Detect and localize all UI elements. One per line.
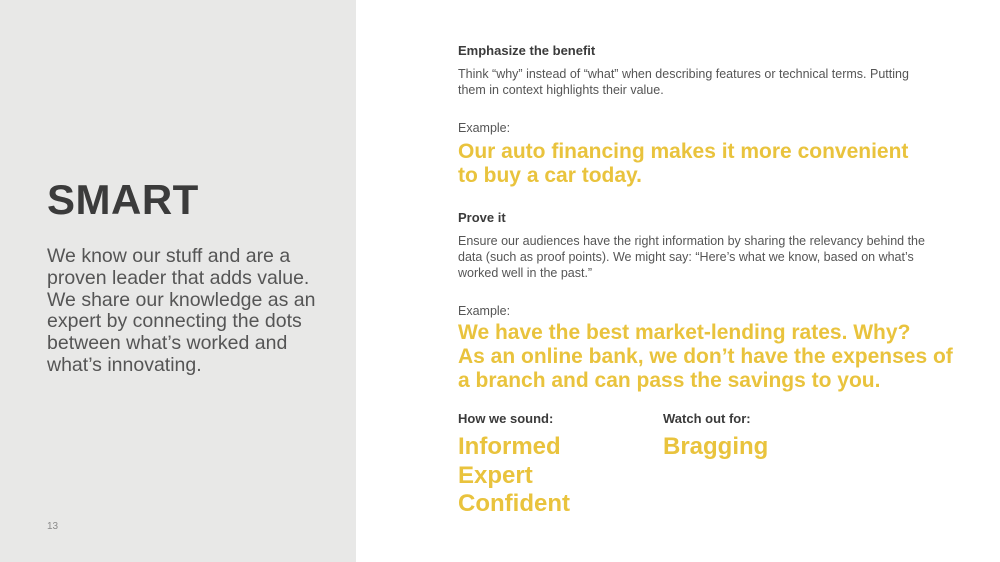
benefit-body xyxy=(458,66,958,98)
prove-example xyxy=(458,321,953,393)
sound-item: Expert xyxy=(458,461,533,489)
prove-body xyxy=(458,233,958,282)
page-title: SMART xyxy=(47,176,199,223)
intro-line: between what’s worked and xyxy=(47,332,288,355)
intro-line: what’s innovating. xyxy=(47,353,202,376)
page-number: 13 xyxy=(47,521,59,532)
intro-line: We share our knowledge as an xyxy=(47,288,316,311)
example-line: We have the best market-lending rates. Why? xyxy=(458,321,911,344)
intro-line: proven leader that adds value. xyxy=(47,266,310,289)
sound-item: Confident xyxy=(458,490,570,517)
example-line: As an online bank, we don’t have the expenses of xyxy=(458,345,953,368)
benefit-example xyxy=(458,140,908,188)
watch-out-heading: Watch out for: xyxy=(663,411,751,426)
watch-item: Bragging xyxy=(663,433,769,460)
benefit-heading: Emphasize the benefit xyxy=(458,43,596,58)
example-line: a branch and can pass the savings to you. xyxy=(458,369,881,392)
body-line: worked well in the past.” xyxy=(458,266,593,281)
intro-paragraph xyxy=(47,246,337,377)
prove-heading: Prove it xyxy=(458,210,506,225)
left-panel xyxy=(0,0,356,562)
body-line: data (such as proof points). We might say: “Here’s what we know, based on what’s xyxy=(458,250,914,265)
sound-item: Informed xyxy=(458,433,561,460)
body-line: Think “why” instead of “what” when describing features or technical terms. Putting xyxy=(458,67,909,81)
body-line: them in context highlights their value. xyxy=(458,83,664,98)
example-line: Our auto financing makes it more convenient xyxy=(458,140,909,163)
example-label: Example: xyxy=(458,304,511,318)
body-line: Ensure our audiences have the right information by sharing the relevancy behind the xyxy=(458,234,925,248)
example-line: to buy a car today. xyxy=(458,164,642,187)
how-we-sound-list xyxy=(458,433,570,519)
watch-out-list xyxy=(663,433,768,462)
intro-line: We know our stuff and are a xyxy=(47,245,291,267)
how-we-sound-heading: How we sound: xyxy=(458,411,554,426)
intro-line: expert by connecting the dots xyxy=(47,310,302,333)
example-label: Example: xyxy=(458,121,511,135)
